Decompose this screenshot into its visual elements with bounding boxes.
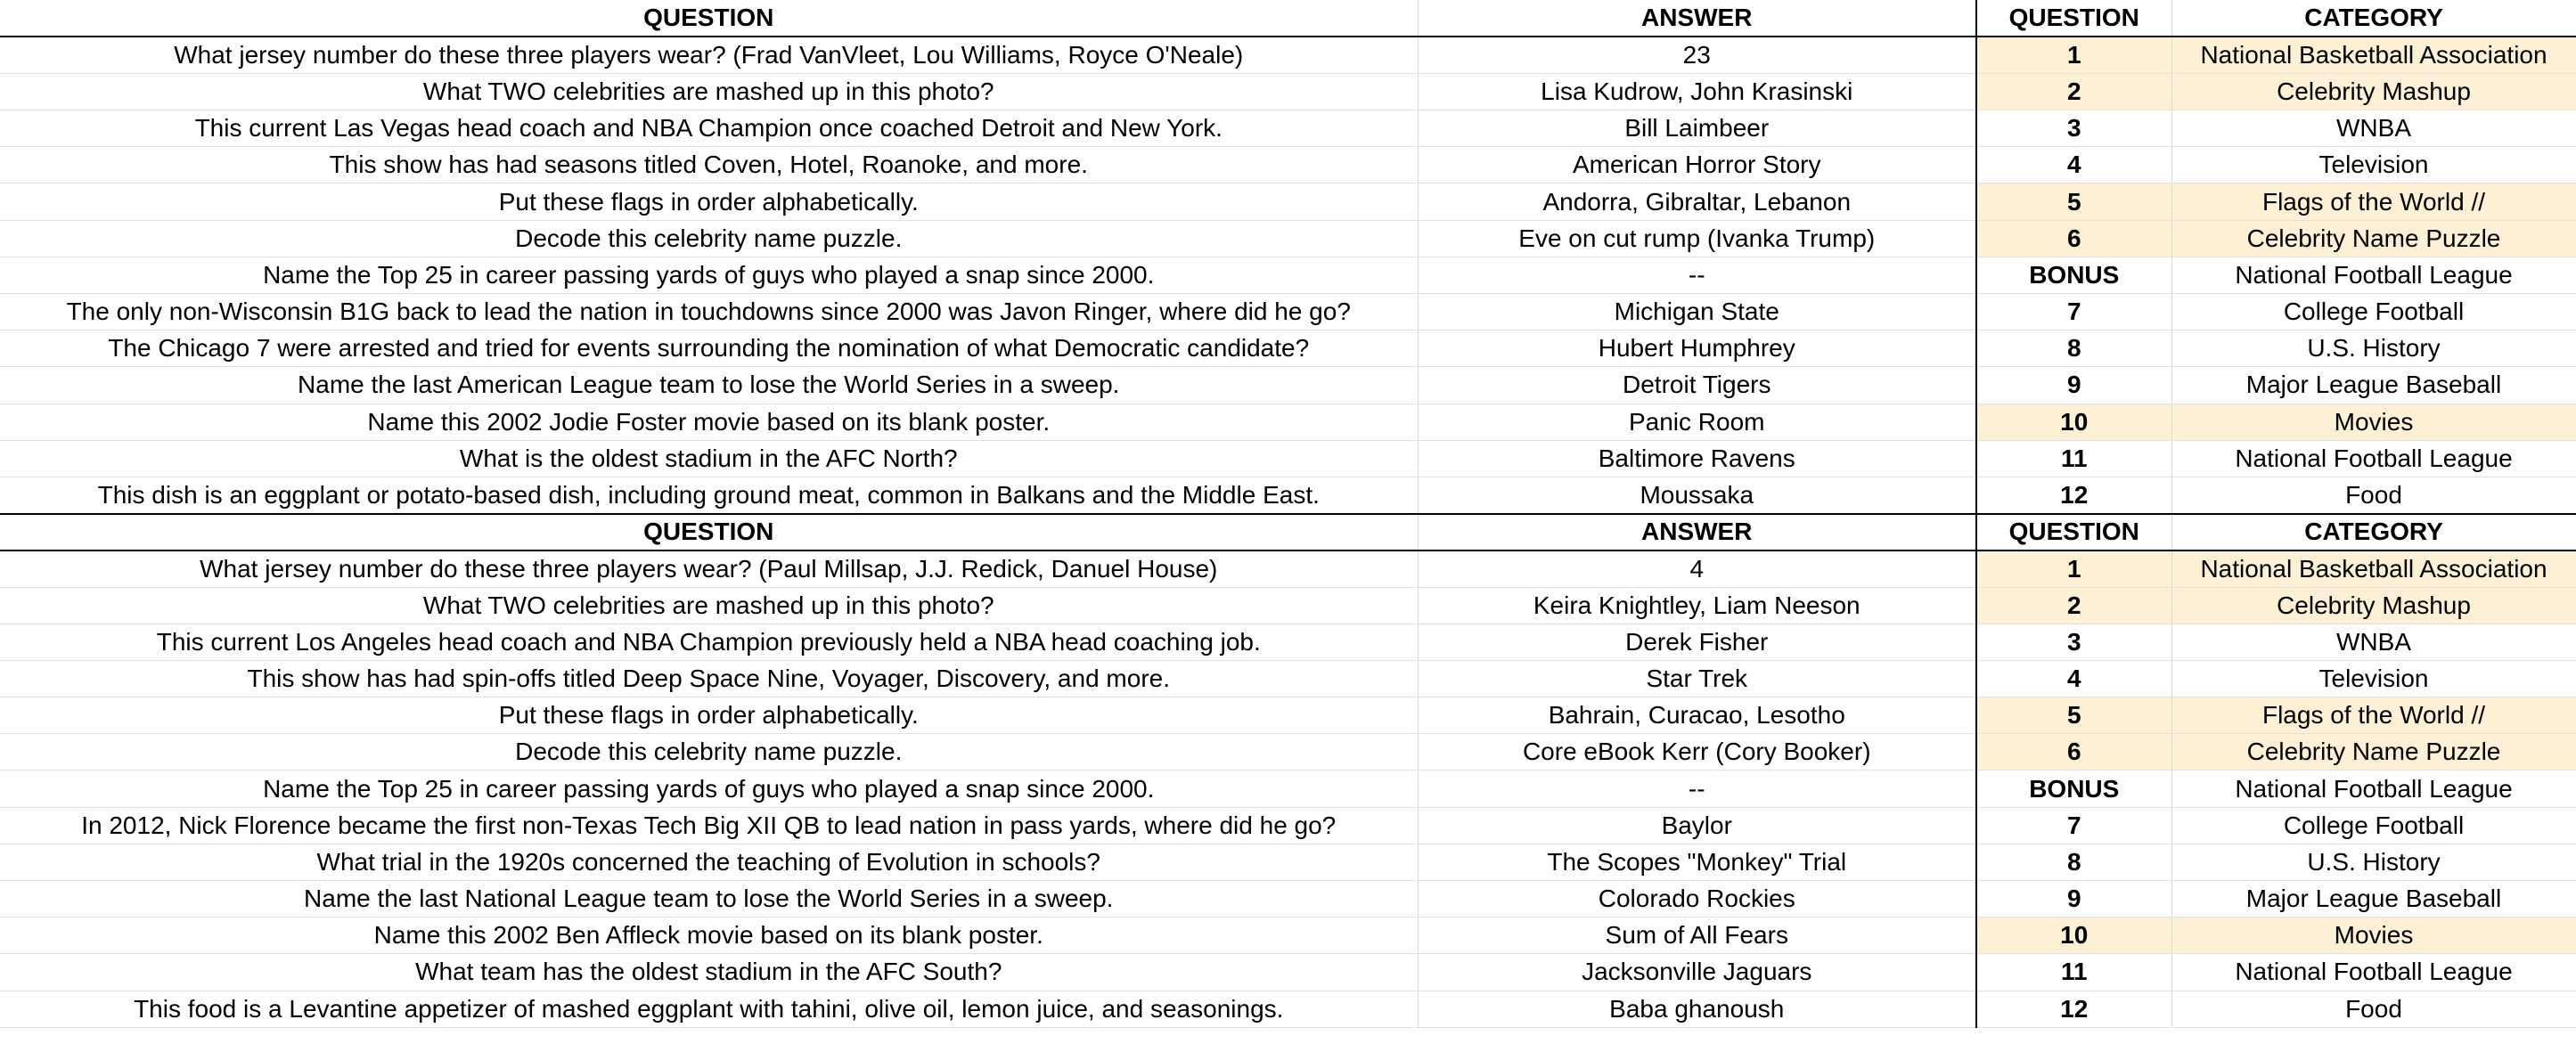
question-cell[interactable]: This current Los Angeles head coach and NBA Champion previously held a NBA head coaching job. xyxy=(0,624,1418,660)
answer-cell[interactable]: Moussaka xyxy=(1418,477,1976,513)
question-number-cell[interactable]: 12 xyxy=(1976,991,2171,1027)
category-cell[interactable]: Celebrity Name Puzzle xyxy=(2171,220,2576,257)
answer-cell[interactable]: 4 xyxy=(1418,550,1976,587)
question-cell[interactable]: This show has had seasons titled Coven, Hotel, Roanoke, and more. xyxy=(0,147,1418,183)
question-number-cell[interactable]: 3 xyxy=(1976,624,2171,660)
category-cell[interactable]: National Basketball Association xyxy=(2171,37,2576,73)
category-cell[interactable]: Celebrity Name Puzzle xyxy=(2171,734,2576,771)
table-row xyxy=(0,771,2576,807)
category-cell[interactable]: U.S. History xyxy=(2171,844,2576,880)
table-row xyxy=(0,367,2576,404)
question-cell[interactable]: The Chicago 7 were arrested and tried for events surrounding the nomination of what Democratic candidate? xyxy=(0,330,1418,367)
question-number-cell[interactable]: 2 xyxy=(1976,587,2171,624)
question-cell[interactable]: Decode this celebrity name puzzle. xyxy=(0,734,1418,771)
question-cell[interactable]: This food is a Levantine appetizer of mashed eggplant with tahini, olive oil, lemon juice, and seasonings. xyxy=(0,991,1418,1027)
table-row xyxy=(0,550,2576,587)
question-number-cell[interactable]: 9 xyxy=(1976,367,2171,404)
category-cell[interactable]: National Football League xyxy=(2171,954,2576,991)
answer-cell[interactable]: The Scopes "Monkey" Trial xyxy=(1418,844,1976,880)
question-number-cell[interactable]: 8 xyxy=(1976,844,2171,880)
answer-cell[interactable]: Derek Fisher xyxy=(1418,624,1976,660)
question-number-cell[interactable]: 9 xyxy=(1976,881,2171,917)
question-cell[interactable]: In 2012, Nick Florence became the first non-Texas Tech Big XII QB to lead nation in pass yards, where did he go? xyxy=(0,807,1418,844)
table-row xyxy=(0,110,2576,147)
category-cell[interactable]: National Football League xyxy=(2171,257,2576,293)
question-cell[interactable]: What is the oldest stadium in the AFC North? xyxy=(0,440,1418,477)
table-row xyxy=(0,587,2576,624)
table-row xyxy=(0,440,2576,477)
category-cell[interactable]: Major League Baseball xyxy=(2171,881,2576,917)
header-answer[interactable]: ANSWER xyxy=(1418,514,1976,550)
category-cell[interactable]: Flags of the World // xyxy=(2171,697,2576,734)
answer-cell[interactable]: Baba ghanoush xyxy=(1418,991,1976,1027)
answer-cell[interactable]: Eve on cut rump (Ivanka Trump) xyxy=(1418,220,1976,257)
question-cell[interactable]: What trial in the 1920s concerned the teaching of Evolution in schools? xyxy=(0,844,1418,880)
table-row xyxy=(0,954,2576,991)
table-row xyxy=(0,734,2576,771)
question-number-cell[interactable]: 5 xyxy=(1976,697,2171,734)
category-cell[interactable]: Television xyxy=(2171,147,2576,183)
answer-cell[interactable]: 23 xyxy=(1418,37,1976,73)
question-number-cell[interactable]: BONUS xyxy=(1976,771,2171,807)
question-number-cell[interactable]: 2 xyxy=(1976,73,2171,110)
question-cell[interactable]: Put these flags in order alphabetically. xyxy=(0,183,1418,220)
category-cell[interactable]: College Football xyxy=(2171,807,2576,844)
table-row xyxy=(0,330,2576,367)
answer-cell[interactable]: Core eBook Kerr (Cory Booker) xyxy=(1418,734,1976,771)
answer-cell[interactable]: Panic Room xyxy=(1418,404,1976,440)
table-row xyxy=(0,37,2576,73)
question-number-cell[interactable]: 7 xyxy=(1976,294,2171,330)
table-row xyxy=(0,147,2576,183)
table-row xyxy=(0,660,2576,697)
question-number-cell[interactable]: BONUS xyxy=(1976,257,2171,293)
question-number-cell[interactable]: 6 xyxy=(1976,734,2171,771)
question-number-cell[interactable]: 1 xyxy=(1976,37,2171,73)
answer-cell[interactable]: Hubert Humphrey xyxy=(1418,330,1976,367)
question-number-cell[interactable]: 4 xyxy=(1976,147,2171,183)
header-answer[interactable]: ANSWER xyxy=(1418,0,1976,37)
category-cell[interactable]: Food xyxy=(2171,477,2576,513)
answer-cell[interactable]: Baltimore Ravens xyxy=(1418,440,1976,477)
category-cell[interactable]: Television xyxy=(2171,660,2576,697)
answer-cell[interactable]: Bahrain, Curacao, Lesotho xyxy=(1418,697,1976,734)
answer-cell[interactable]: Sum of All Fears xyxy=(1418,917,1976,954)
answer-cell[interactable]: Keira Knightley, Liam Neeson xyxy=(1418,587,1976,624)
question-number-cell[interactable]: 10 xyxy=(1976,917,2171,954)
table-row xyxy=(0,220,2576,257)
answer-cell[interactable]: Star Trek xyxy=(1418,660,1976,697)
category-cell[interactable]: Celebrity Mashup xyxy=(2171,587,2576,624)
table-row xyxy=(0,881,2576,917)
table-row xyxy=(0,477,2576,513)
question-cell[interactable]: Name the Top 25 in career passing yards of guys who played a snap since 2000. xyxy=(0,257,1418,293)
question-cell[interactable]: Name this 2002 Jodie Foster movie based on its blank poster. xyxy=(0,404,1418,440)
answer-cell[interactable]: Lisa Kudrow, John Krasinski xyxy=(1418,73,1976,110)
question-number-cell[interactable]: 11 xyxy=(1976,954,2171,991)
question-number-cell[interactable]: 8 xyxy=(1976,330,2171,367)
question-number-cell[interactable]: 4 xyxy=(1976,660,2171,697)
category-cell[interactable]: National Football League xyxy=(2171,771,2576,807)
table-row xyxy=(0,991,2576,1027)
header-question[interactable]: QUESTION xyxy=(0,514,1418,550)
question-cell[interactable]: Name this 2002 Ben Affleck movie based on its blank poster. xyxy=(0,917,1418,954)
answer-cell[interactable]: -- xyxy=(1418,257,1976,293)
header-question-number[interactable]: QUESTION xyxy=(1976,0,2171,37)
question-cell[interactable]: Put these flags in order alphabetically. xyxy=(0,697,1418,734)
question-cell[interactable]: The only non-Wisconsin B1G back to lead the nation in touchdowns since 2000 was Javon Ringer, where did he go? xyxy=(0,294,1418,330)
question-cell[interactable]: What jersey number do these three players wear? (Frad VanVleet, Lou Williams, Royce O'Neale) xyxy=(0,37,1418,73)
table-row xyxy=(0,294,2576,330)
category-cell[interactable]: Celebrity Mashup xyxy=(2171,73,2576,110)
header-row xyxy=(0,0,2576,37)
question-number-cell[interactable]: 1 xyxy=(1976,550,2171,587)
answer-cell[interactable]: Detroit Tigers xyxy=(1418,367,1976,404)
question-cell[interactable]: Name the Top 25 in career passing yards of guys who played a snap since 2000. xyxy=(0,771,1418,807)
category-cell[interactable]: Movies xyxy=(2171,404,2576,440)
question-cell[interactable]: What jersey number do these three players wear? (Paul Millsap, J.J. Redick, Danuel House) xyxy=(0,550,1418,587)
category-cell[interactable]: WNBA xyxy=(2171,624,2576,660)
question-number-cell[interactable]: 11 xyxy=(1976,440,2171,477)
question-cell[interactable]: This dish is an eggplant or potato-based dish, including ground meat, common in Balkans and the Middle East. xyxy=(0,477,1418,513)
question-number-cell[interactable]: 5 xyxy=(1976,183,2171,220)
question-cell[interactable]: Decode this celebrity name puzzle. xyxy=(0,220,1418,257)
header-question[interactable]: QUESTION xyxy=(0,0,1418,37)
category-cell[interactable]: Major League Baseball xyxy=(2171,367,2576,404)
table-row xyxy=(0,404,2576,440)
table-row xyxy=(0,183,2576,220)
question-number-cell[interactable]: 10 xyxy=(1976,404,2171,440)
table-row xyxy=(0,844,2576,880)
answer-cell[interactable]: Michigan State xyxy=(1418,294,1976,330)
question-number-cell[interactable]: 12 xyxy=(1976,477,2171,513)
answer-cell[interactable]: Baylor xyxy=(1418,807,1976,844)
question-number-cell[interactable]: 3 xyxy=(1976,110,2171,147)
question-cell[interactable]: Name the last American League team to lose the World Series in a sweep. xyxy=(0,367,1418,404)
answer-cell[interactable]: American Horror Story xyxy=(1418,147,1976,183)
category-cell[interactable]: National Football League xyxy=(2171,440,2576,477)
answer-cell[interactable]: Jacksonville Jaguars xyxy=(1418,954,1976,991)
table-row xyxy=(0,257,2576,293)
category-cell[interactable]: National Basketball Association xyxy=(2171,550,2576,587)
question-cell[interactable]: This show has had spin-offs titled Deep Space Nine, Voyager, Discovery, and more. xyxy=(0,660,1418,697)
header-category[interactable]: CATEGORY xyxy=(2171,514,2576,550)
table-row xyxy=(0,807,2576,844)
category-cell[interactable]: U.S. History xyxy=(2171,330,2576,367)
answer-cell[interactable]: Andorra, Gibraltar, Lebanon xyxy=(1418,183,1976,220)
question-cell[interactable]: What TWO celebrities are mashed up in this photo? xyxy=(0,73,1418,110)
category-cell[interactable]: College Football xyxy=(2171,294,2576,330)
question-cell[interactable]: What team has the oldest stadium in the AFC South? xyxy=(0,954,1418,991)
header-category[interactable]: CATEGORY xyxy=(2171,0,2576,37)
question-number-cell[interactable]: 7 xyxy=(1976,807,2171,844)
table-row xyxy=(0,917,2576,954)
answer-cell[interactable]: Colorado Rockies xyxy=(1418,881,1976,917)
table-row xyxy=(0,624,2576,660)
question-cell[interactable]: This current Las Vegas head coach and NBA Champion once coached Detroit and New York. xyxy=(0,110,1418,147)
header-question-number[interactable]: QUESTION xyxy=(1976,514,2171,550)
category-cell[interactable]: Food xyxy=(2171,991,2576,1027)
answer-cell[interactable]: Bill Laimbeer xyxy=(1418,110,1976,147)
answer-cell[interactable]: -- xyxy=(1418,771,1976,807)
category-cell[interactable]: WNBA xyxy=(2171,110,2576,147)
category-cell[interactable]: Flags of the World // xyxy=(2171,183,2576,220)
table-row xyxy=(0,697,2576,734)
question-cell[interactable]: Name the last National League team to lose the World Series in a sweep. xyxy=(0,881,1418,917)
category-cell[interactable]: Movies xyxy=(2171,917,2576,954)
question-number-cell[interactable]: 6 xyxy=(1976,220,2171,257)
header-row xyxy=(0,514,2576,550)
question-cell[interactable]: What TWO celebrities are mashed up in this photo? xyxy=(0,587,1418,624)
table-row xyxy=(0,73,2576,110)
